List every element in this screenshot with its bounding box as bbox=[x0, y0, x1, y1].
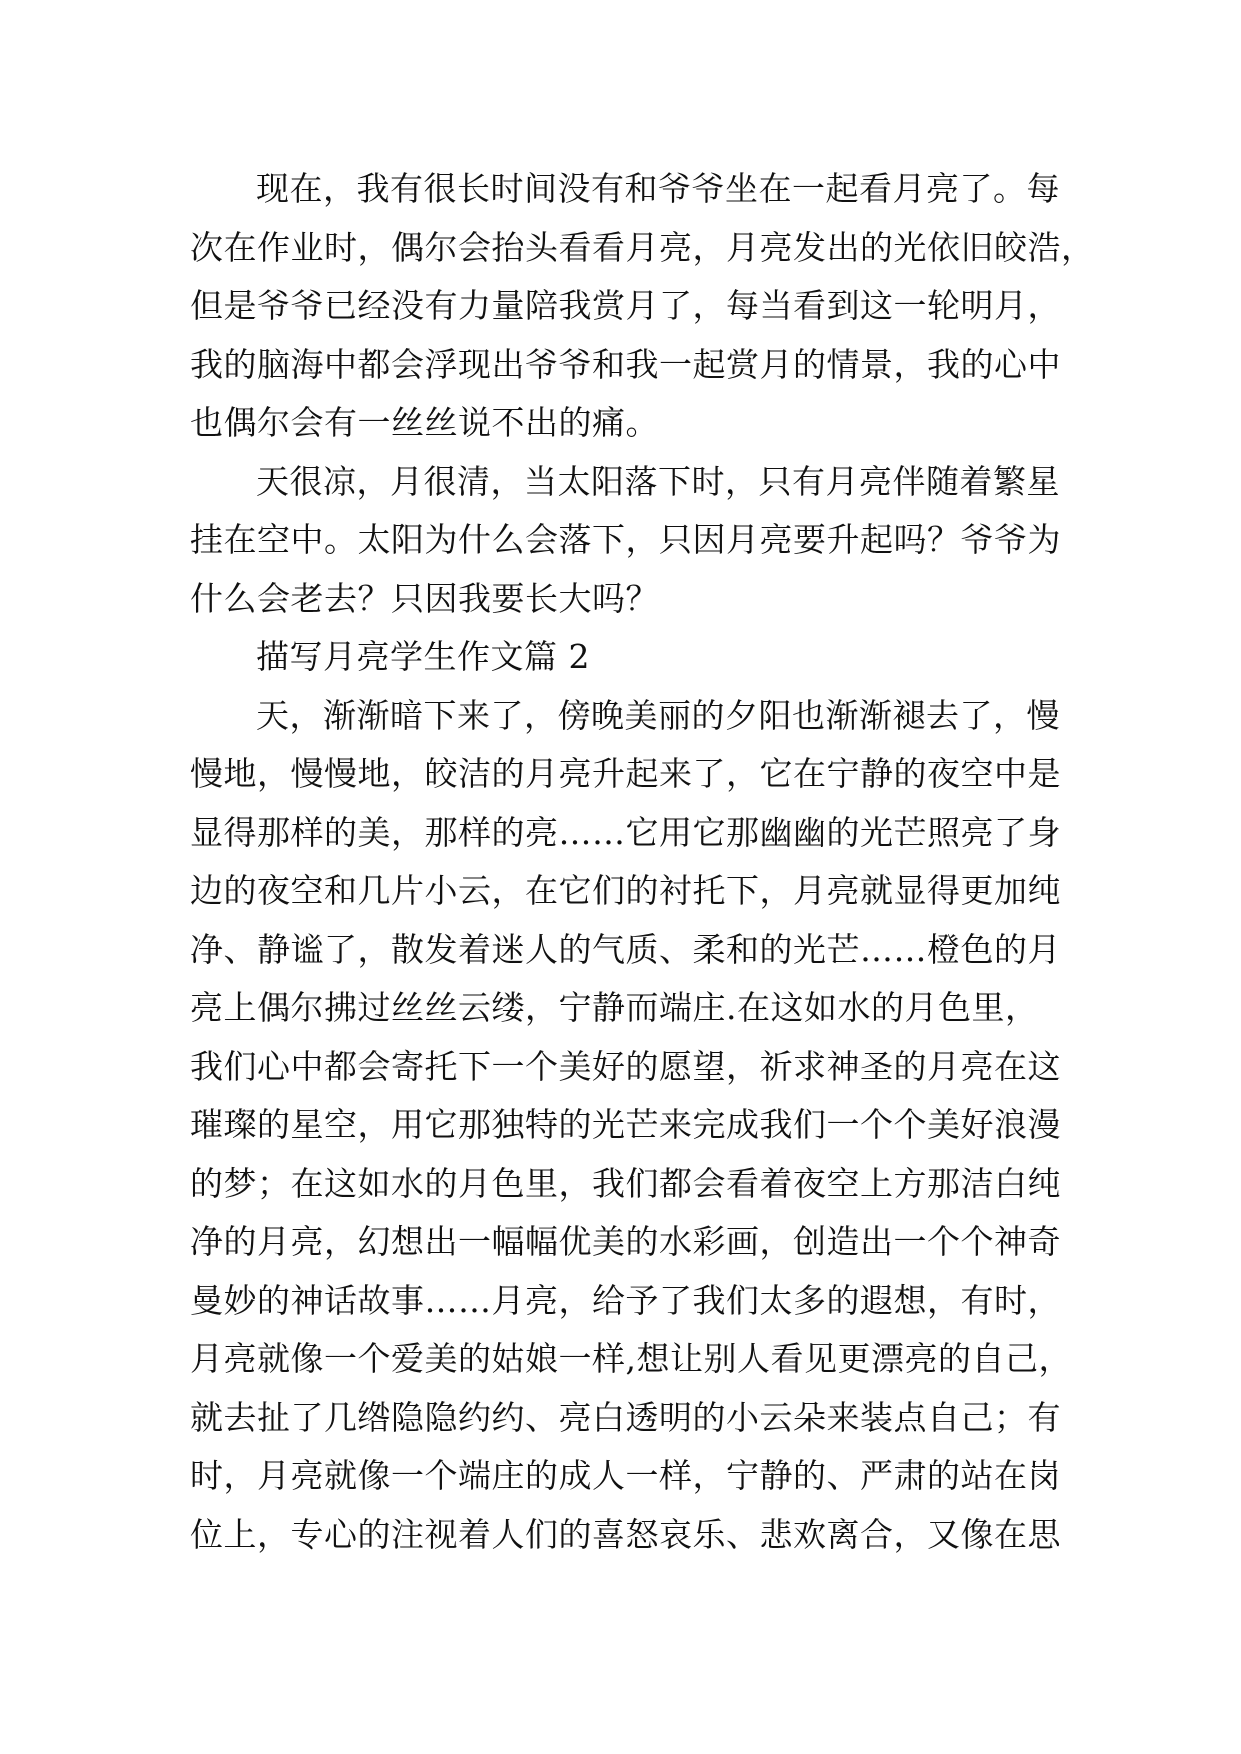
text-line: 我们心中都会寄托下一个美好的愿望，祈求神圣的月亮在这 bbox=[190, 1046, 1061, 1086]
text-line: 慢地，慢慢地，皎洁的月亮升起来了，它在宁静的夜空中是 bbox=[190, 754, 1061, 793]
text-line: 月亮就像一个爱美的姑娘一样,想让别人看见更漂亮的自己， bbox=[190, 1339, 1072, 1378]
text-line: 也偶尔会有一丝丝说不出的痛。 bbox=[190, 403, 659, 442]
section-heading bbox=[190, 628, 1050, 687]
text-line: 净、静谧了，散发着迷人的气质、柔和的光芒……橙色的月 bbox=[190, 929, 1061, 969]
text-line: 现在，我有很长时间没有和爷爷坐在一起看月亮了。每 bbox=[256, 169, 1060, 208]
text-line: 边的夜空和几片小云，在它们的衬托下，月亮就显得更加纯 bbox=[190, 871, 1061, 910]
paragraph-1 bbox=[190, 160, 1095, 453]
text-line: 次在作业时，偶尔会抬头看看月亮，月亮发出的光依旧皎浩， bbox=[190, 227, 1095, 267]
text-line: 什么会老去？只因我要长大吗？ bbox=[190, 578, 659, 618]
text-line: 净的月亮，幻想出一幅幅优美的水彩画，创造出一个个神奇 bbox=[190, 1222, 1061, 1261]
text-line: 天，渐渐暗下来了，傍晚美丽的夕阳也渐渐褪去了，慢 bbox=[256, 695, 1060, 735]
text-line: 显得那样的美，那样的亮……它用它那幽幽的光芒照亮了身 bbox=[190, 812, 1061, 852]
paragraph-2 bbox=[190, 453, 1061, 629]
paragraph-3 bbox=[190, 687, 1072, 1565]
text-line: 挂在空中。太阳为什么会落下，只因月亮要升起吗？爷爷为 bbox=[190, 520, 1061, 559]
text-line: 天很凉，月很清，当太阳落下时，只有月亮伴随着繁星 bbox=[256, 461, 1060, 501]
text-line: 璀璨的星空，用它那独特的光芒来完成我们一个个美好浪漫 bbox=[190, 1105, 1061, 1144]
text-line: 我的脑海中都会浮现出爷爷和我一起赏月的情景，我的心中 bbox=[190, 344, 1061, 384]
text-line: 就去扯了几绺隐隐约约、亮白透明的小云朵来装点自己；有 bbox=[190, 1397, 1061, 1437]
text-line: 曼妙的神话故事……月亮，给予了我们太多的遐想，有时， bbox=[190, 1280, 1061, 1320]
text-line: 时，月亮就像一个端庄的成人一样，宁静的、严肃的站在岗 bbox=[190, 1456, 1061, 1495]
text-line: 位上，专心的注视着人们的喜怒哀乐、悲欢离合，又像在思 bbox=[190, 1514, 1061, 1554]
text-line: 亮上偶尔拂过丝丝云缕，宁静而端庄.在这如水的月色里， bbox=[190, 988, 1039, 1027]
document-page bbox=[190, 160, 1095, 1564]
text-line: 的梦；在这如水的月色里，我们都会看着夜空上方那洁白纯 bbox=[190, 1163, 1061, 1203]
text-line: 但是爷爷已经没有力量陪我赏月了，每当看到这一轮明月， bbox=[190, 286, 1061, 325]
heading-text: 描写月亮学生作文篇 2 bbox=[256, 637, 590, 676]
